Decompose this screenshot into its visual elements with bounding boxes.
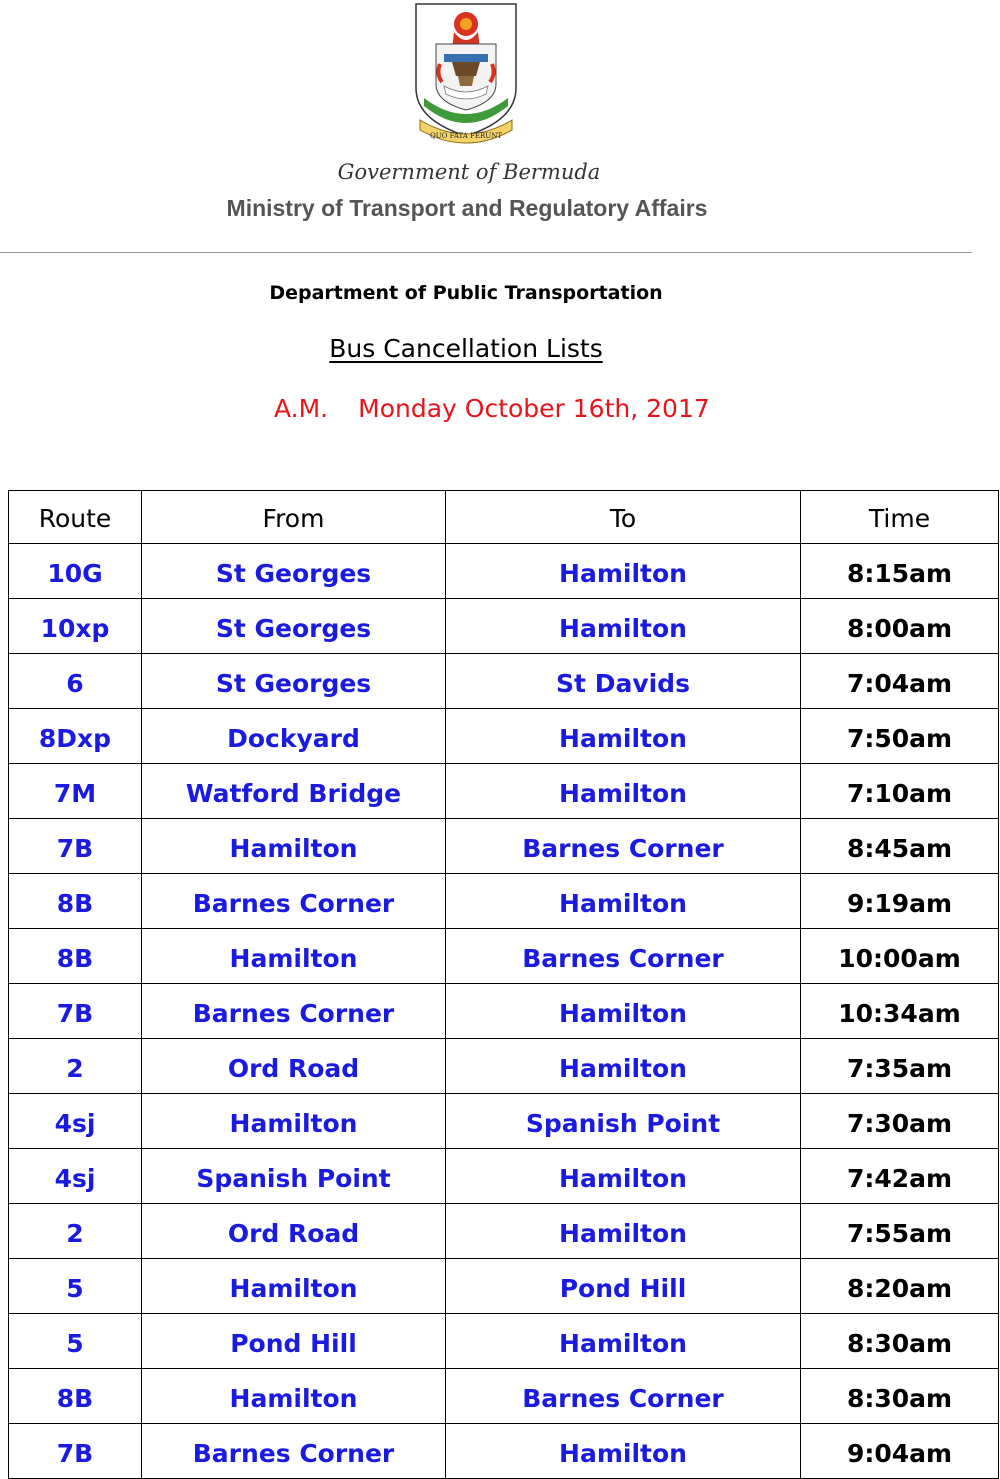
route-cell: 8Dxp bbox=[9, 709, 142, 764]
route-cell: 5 bbox=[9, 1259, 142, 1314]
route-cell: 8B bbox=[9, 1369, 142, 1424]
time-cell: 8:15am bbox=[801, 544, 999, 599]
from-cell: Hamilton bbox=[142, 1094, 446, 1149]
route-cell: 2 bbox=[9, 1039, 142, 1094]
route-cell: 4sj bbox=[9, 1094, 142, 1149]
to-cell: Barnes Corner bbox=[446, 929, 801, 984]
to-cell: Barnes Corner bbox=[446, 1369, 801, 1424]
table-row bbox=[9, 709, 999, 764]
to-cell: Barnes Corner bbox=[446, 819, 801, 874]
route-cell: 8B bbox=[9, 874, 142, 929]
to-cell: Hamilton bbox=[446, 1149, 801, 1204]
route-cell: 7B bbox=[9, 984, 142, 1039]
to-cell: Hamilton bbox=[446, 1424, 801, 1479]
from-cell: Hamilton bbox=[142, 819, 446, 874]
to-cell: Hamilton bbox=[446, 1204, 801, 1259]
table-row bbox=[9, 1149, 999, 1204]
government-title: Government of Bermuda bbox=[337, 160, 601, 184]
time-cell: 7:55am bbox=[801, 1204, 999, 1259]
date-line bbox=[274, 394, 710, 423]
ministry-title: Ministry of Transport and Regulatory Affairs bbox=[226, 195, 708, 221]
cancellation-table bbox=[8, 490, 999, 1479]
table-row bbox=[9, 1039, 999, 1094]
table-row bbox=[9, 1259, 999, 1314]
from-cell: Spanish Point bbox=[142, 1149, 446, 1204]
header-time: Time bbox=[801, 491, 999, 544]
route-cell: 2 bbox=[9, 1204, 142, 1259]
from-cell: Pond Hill bbox=[142, 1314, 446, 1369]
table-row bbox=[9, 654, 999, 709]
from-cell: Hamilton bbox=[142, 1369, 446, 1424]
from-cell: Barnes Corner bbox=[142, 874, 446, 929]
table-row bbox=[9, 1424, 999, 1479]
crest-motto: QUO FATA FERUNT bbox=[429, 132, 503, 140]
route-cell: 5 bbox=[9, 1314, 142, 1369]
bermuda-coat-of-arms bbox=[414, 2, 518, 152]
route-cell: 7M bbox=[9, 764, 142, 819]
table-row bbox=[9, 874, 999, 929]
date-label: Monday October 16th, 2017 bbox=[358, 394, 710, 423]
time-cell: 8:00am bbox=[801, 599, 999, 654]
to-cell: Hamilton bbox=[446, 599, 801, 654]
route-cell: 10G bbox=[9, 544, 142, 599]
from-cell: Ord Road bbox=[142, 1039, 446, 1094]
header-route: Route bbox=[9, 491, 142, 544]
time-cell: 10:00am bbox=[801, 929, 999, 984]
table-row bbox=[9, 1314, 999, 1369]
from-cell: Barnes Corner bbox=[142, 1424, 446, 1479]
list-title-text: Bus Cancellation Lists bbox=[329, 334, 603, 363]
to-cell: Hamilton bbox=[446, 544, 801, 599]
time-cell: 8:20am bbox=[801, 1259, 999, 1314]
from-cell: Watford Bridge bbox=[142, 764, 446, 819]
header-to: To bbox=[446, 491, 801, 544]
from-cell: Dockyard bbox=[142, 709, 446, 764]
period-label: A.M. bbox=[274, 394, 329, 423]
header-from: From bbox=[142, 491, 446, 544]
route-cell: 6 bbox=[9, 654, 142, 709]
table-row bbox=[9, 984, 999, 1039]
route-cell: 7B bbox=[9, 819, 142, 874]
time-cell: 8:45am bbox=[801, 819, 999, 874]
to-cell: Hamilton bbox=[446, 764, 801, 819]
to-cell: Pond Hill bbox=[446, 1259, 801, 1314]
time-cell: 8:30am bbox=[801, 1369, 999, 1424]
from-cell: Ord Road bbox=[142, 1204, 446, 1259]
table-body bbox=[9, 544, 999, 1479]
to-cell: Hamilton bbox=[446, 1314, 801, 1369]
list-title bbox=[0, 334, 932, 363]
to-cell: Hamilton bbox=[446, 709, 801, 764]
time-cell: 8:30am bbox=[801, 1314, 999, 1369]
table-header-row bbox=[9, 491, 999, 544]
table-row bbox=[9, 1369, 999, 1424]
time-cell: 7:42am bbox=[801, 1149, 999, 1204]
table-row bbox=[9, 1204, 999, 1259]
to-cell: Hamilton bbox=[446, 984, 801, 1039]
header-divider bbox=[0, 252, 972, 253]
table-row bbox=[9, 599, 999, 654]
from-cell: St Georges bbox=[142, 599, 446, 654]
table-row bbox=[9, 544, 999, 599]
from-cell: Hamilton bbox=[142, 929, 446, 984]
route-cell: 4sj bbox=[9, 1149, 142, 1204]
to-cell: Spanish Point bbox=[446, 1094, 801, 1149]
time-cell: 10:34am bbox=[801, 984, 999, 1039]
table-row bbox=[9, 1094, 999, 1149]
from-cell: St Georges bbox=[142, 654, 446, 709]
table-row bbox=[9, 764, 999, 819]
time-cell: 9:04am bbox=[801, 1424, 999, 1479]
department-title: Department of Public Transportation bbox=[269, 282, 663, 304]
time-cell: 7:35am bbox=[801, 1039, 999, 1094]
route-cell: 7B bbox=[9, 1424, 142, 1479]
table-row bbox=[9, 819, 999, 874]
time-cell: 7:04am bbox=[801, 654, 999, 709]
time-cell: 7:50am bbox=[801, 709, 999, 764]
table-row bbox=[9, 929, 999, 984]
from-cell: Hamilton bbox=[142, 1259, 446, 1314]
to-cell: Hamilton bbox=[446, 874, 801, 929]
route-cell: 10xp bbox=[9, 599, 142, 654]
to-cell: St Davids bbox=[446, 654, 801, 709]
to-cell: Hamilton bbox=[446, 1039, 801, 1094]
from-cell: St Georges bbox=[142, 544, 446, 599]
from-cell: Barnes Corner bbox=[142, 984, 446, 1039]
time-cell: 7:10am bbox=[801, 764, 999, 819]
time-cell: 7:30am bbox=[801, 1094, 999, 1149]
route-cell: 8B bbox=[9, 929, 142, 984]
time-cell: 9:19am bbox=[801, 874, 999, 929]
